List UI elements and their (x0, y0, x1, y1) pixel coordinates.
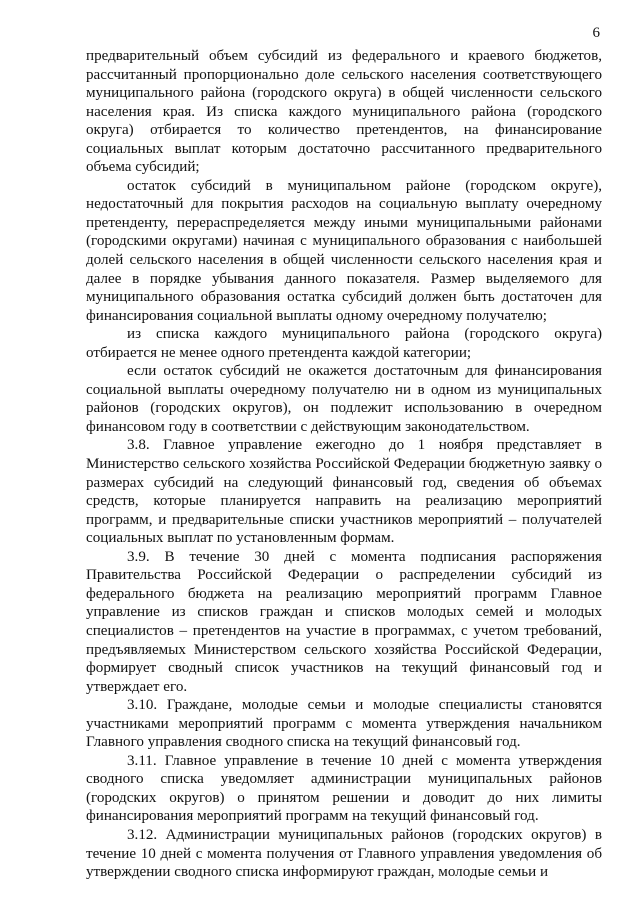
document-body (86, 47, 602, 882)
paragraph-selection: из списка каждого муниципального района (городского округа) отбирается не менее одного претендента каждой категории; (86, 326, 602, 361)
paragraph-3-8: 3.8. Главное управление ежегодно до 1 ноября представляет в Министерство сельского хозяйства Российской Федерации бюджетную заявку о размерах субсидий на следующий финансовый год, сведения об объемах средств, которые планируется направить на реализацию мероприятий программ, и предварительные списки участников мероприятий – получателей социальных выплат по установленным формам. (86, 437, 602, 547)
paragraph-3-10: 3.10. Граждане, молодые семьи и молодые специалисты становятся участниками мероприятий программ с момента утверждения начальником Главного управления сводного списка на текущий финансовый год. (86, 697, 602, 751)
paragraph-3-12: 3.12. Администрации муниципальных районов (городских округов) в течение 10 дней с момента получения от Главного управления уведомления об утверждении сводного списка информируют граждан, молодые семьи и (86, 826, 602, 881)
paragraph-insufficient-remainder: если остаток субсидий не окажется достаточным для финансирования социальной выплаты очередному получателю ни в одном из муниципальных районов (городских округов), он подлежит использованию в очередном финансовом году в соответствии с действующим законодательством. (86, 363, 602, 435)
paragraph-3-9: 3.9. В течение 30 дней с момента подписания распоряжения Правительства Российской Федерации о распределении субсидий из федерального бюджета на реализацию мероприятий программ Главное управление из списков граждан и списков молодых семей и молодых специалистов – претендентов на участие в программах, с учетом требований, предъявляемых Министерством сельского хозяйства Российской Федерации, формирует сводный список участников на текущий финансовый год и утверждает его. (86, 548, 602, 695)
paragraph-remainder: остаток субсидий в муниципальном районе (городском округе), недостаточный для покрытия расходов на социальную выплату очередному претенденту, перераспределяется между иными муниципальными районами (городскими округами) начиная с муниципального образования с наибольшей долей сельского населения в общей численности сельского населения края и далее в порядке убывания данного показателя. Размер выделяемого для муниципального образования остатка субсидий должен быть достаточен для финансирования социальной выплаты одному очередному получателю; (86, 177, 602, 324)
paragraph-continuation: предварительный объем субсидий из федерального и краевого бюджетов, рассчитанный пропорционально доле сельского населения соответствующего муниципального района (городского округа) в общей численности сельского населения края. Из списка каждого муниципального района (городского округа) отбирается то количество претендентов, на финансирование социальных выплат которым достаточно рассчитанного предварительного объема субсидий; (86, 48, 602, 176)
paragraph-3-11: 3.11. Главное управление в течение 10 дней с момента утверждения сводного списка уведомляет администрации муниципальных районов (городских округов) о принятом решении и доводит до них лимиты финансирования мероприятий программ на текущий финансовый год. (86, 752, 602, 825)
page-number: 6 (592, 25, 600, 41)
